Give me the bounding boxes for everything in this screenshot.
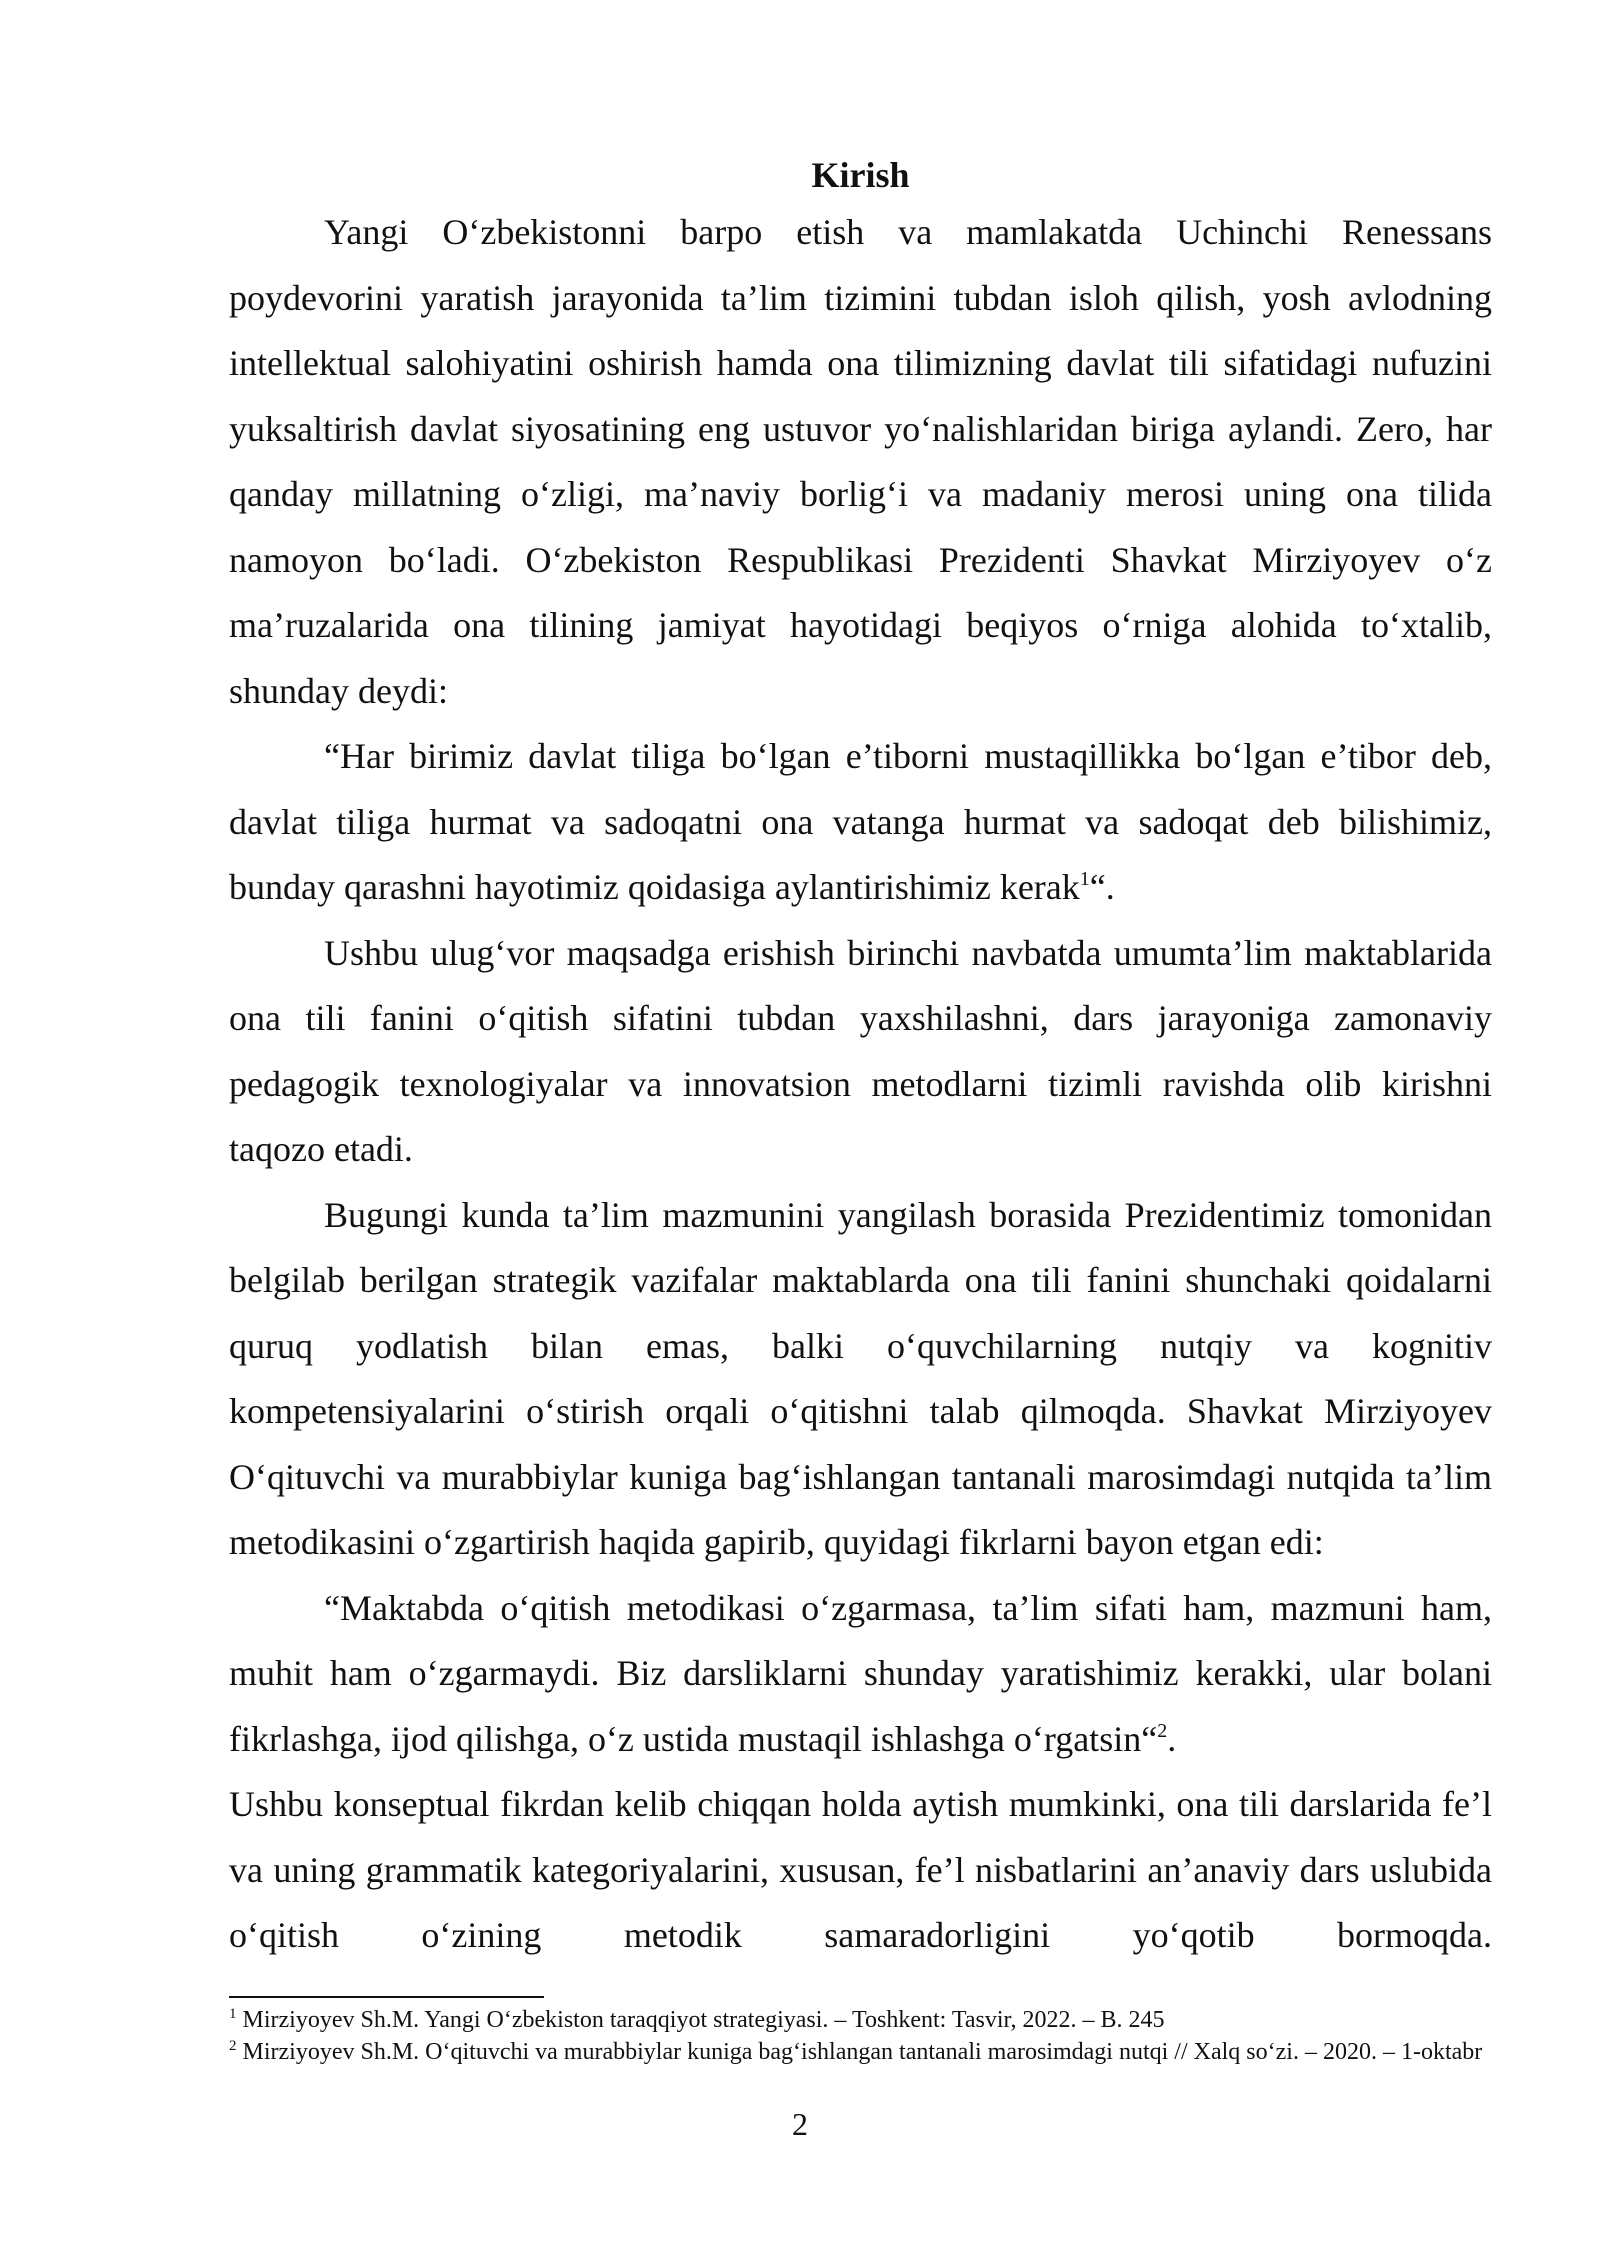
page-number: 2: [792, 2106, 808, 2142]
page-title: Kirish: [811, 155, 910, 195]
footnote-ref[interactable]: 1: [1079, 868, 1090, 890]
paragraph-tail: “.: [1089, 867, 1115, 907]
footnote-number: 2: [229, 2038, 237, 2054]
footnote-text: Mirziyoyev Sh.M. O‘qituvchi va murabbiylar kuniga bag‘ishlangan tantanali marosimdagi nutqi // Xalq so‘zi. – 2020. – 1-oktabr: [242, 2039, 1483, 2065]
paragraph-tasks: [229, 1183, 1492, 1576]
paragraph-text: Yangi O‘zbekistonni barpo etish va mamlakatda Uchinchi Renessans poydevorini yaratish jarayonida ta’lim tizimini tubdan isloh qilish, yosh avlodning intellektual salohiyatini oshirish hamda ona tilimizning davlat tili sifatidagi nufuzini yuksaltirish davlat siyosatining eng ustuvor yo‘nalishlaridan biriga aylandi. Zero, har qanday millatning o‘zligi, ma’naviy borlig‘i va madaniy merosi uning ona tilida namoyon bo‘ladi. O‘zbekiston Respublikasi Prezidenti Shavkat Mirziyoyev o‘z ma’ruzalarida ona tilining jamiyat hayotidagi beqiyos o‘rniga alohida to‘xtalib, shunday deydi:: [229, 212, 1492, 711]
paragraph-tail: .: [1167, 1718, 1177, 1759]
paragraph-text: “Maktabda o‘qitish metodikasi o‘zgarmasa, ta’lim sifati ham, mazmuni ham, muhit ham o‘zgarmaydi. Biz darsliklarni shunday yaratishimiz kerakki, ular bolani fikrlashga, ijod qilishga, o‘z ustida mustaqil ishlashga o‘rgatsin“: [229, 1587, 1492, 1759]
footnote-1: [229, 2004, 1492, 2036]
quote-paragraph-2: [229, 1576, 1492, 1773]
paragraph-text: Ushbu ulug‘vor maqsadga erishish birinchi navbatda umumta’lim maktablarida ona tili fanini o‘qitish sifatini tubdan yaxshilashni, dars jarayoniga zamonaviy pedagogik texnologiyalar va innovatsion metodlarni tizimli ravishda olib kirishni taqozo etadi.: [229, 932, 1492, 1169]
footnote-number: 1: [229, 2006, 237, 2022]
paragraph-text: Bugungi kunda ta’lim mazmunini yangilash borasida Prezidentimiz tomonidan belgilab berilgan strategik vazifalar maktablarda ona tili fanini shunchaki qoidalarni quruq yodlatish bilan emas, balki o‘quvchilarning nutqiy va kognitiv kompetensiyalarini o‘stirish orqali o‘qitishni talab qilmoqda. Shavkat Mirziyoyev O‘qituvchi va murabbiylar kuniga bag‘ishlangan tantanali marosimdagi nutqida ta’lim metodikasini o‘zgartirish haqida gapirib, quyidagi fikrlarni bayon etgan edi:: [229, 1194, 1492, 1562]
footnote-2: [229, 2036, 1492, 2068]
footnote-text: Mirziyoyev Sh.M. Yangi O‘zbekiston taraqqiyot strategiyasi. – Toshkent: Tasvir, 2022. – B. 245: [242, 2007, 1165, 2033]
footnotes: [229, 2004, 1492, 2068]
footnote-ref[interactable]: 2: [1157, 1719, 1168, 1742]
paragraph-intro: [229, 200, 1492, 724]
main-text: [229, 150, 1492, 1969]
paragraph-conclusion: [229, 1772, 1492, 1969]
quote-paragraph-1: [229, 724, 1492, 921]
paragraph-goal: [229, 921, 1492, 1183]
paragraph-text: Ushbu konseptual fikrdan kelib chiqqan holda aytish mumkinki, ona tili darslarida fe’l va uning grammatik kategoriyalarini, xususan, fe’l nisbatlarini an’anaviy dars uslubida o‘qitish o‘zining metodik samaradorligini yo‘qotib bormoqda.: [229, 1784, 1492, 1955]
paragraph-text: “Har birimiz davlat tiliga bo‘lgan e’tiborni mustaqillikka bo‘lgan e’tibor deb, davlat tiliga hurmat va sadoqatni ona vatanga hurmat va sadoqat deb bilishimiz, bunday qarashni hayotimiz qoidasiga aylantirishimiz kerak: [229, 736, 1492, 907]
footnote-separator: [229, 1996, 544, 1998]
